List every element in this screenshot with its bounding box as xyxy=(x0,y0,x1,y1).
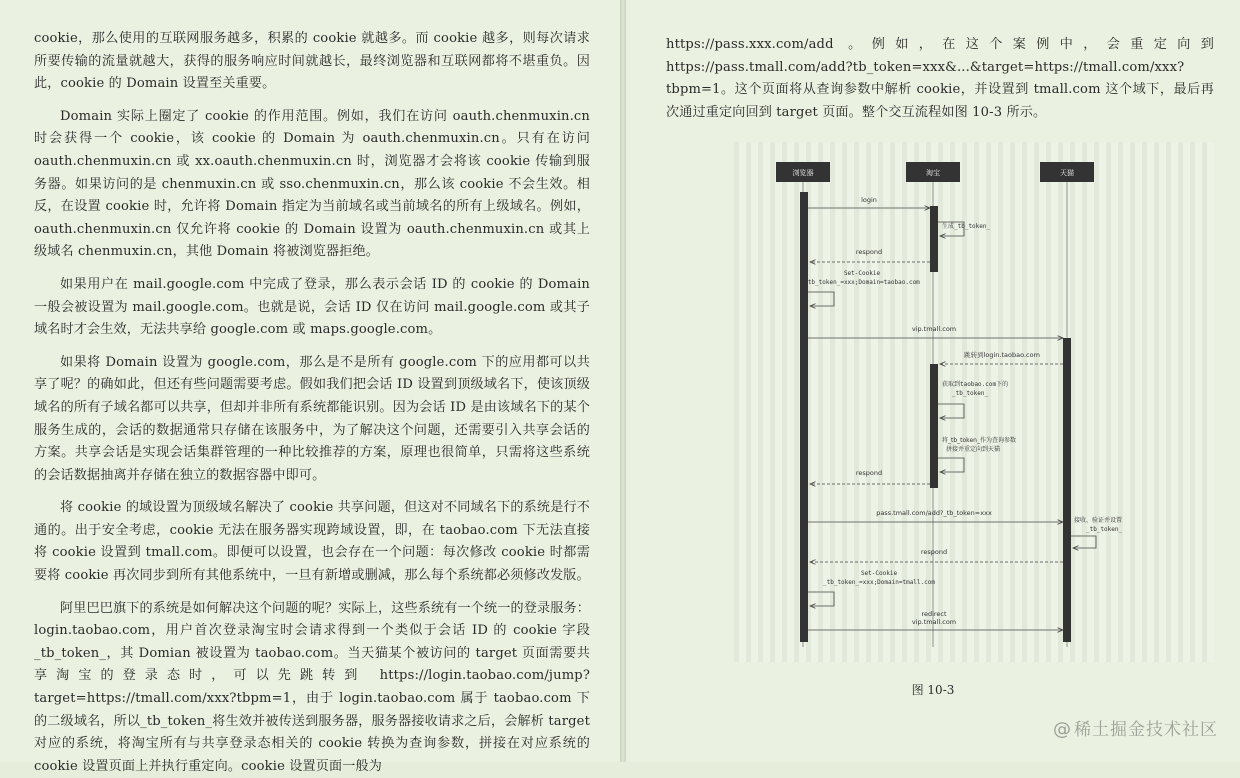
message-label: 跳转到login.taobao.com xyxy=(964,351,1040,359)
actor-label: 浏览器 xyxy=(792,169,814,177)
message-label: _tb_token_ xyxy=(1086,526,1123,533)
message-label: 生成_tb_token_ xyxy=(942,223,991,230)
message-label: _tb_token_=xxx;Domain=taobao.com xyxy=(804,279,920,286)
actor-label: 淘宝 xyxy=(926,169,940,177)
activation-bar xyxy=(1063,338,1071,642)
message-label: respond xyxy=(855,248,883,256)
message-label: pass.tmall.com/add?_tb_token=xxx xyxy=(876,509,992,517)
activation-bar xyxy=(930,364,938,488)
sequence-diagram xyxy=(734,142,1214,662)
activation-bar xyxy=(800,192,808,642)
message-label: _tb_token_ xyxy=(952,390,989,397)
message-label: redirect xyxy=(921,610,947,618)
watermark-text: 稀土掘金技术社区 xyxy=(1074,720,1218,740)
actor-label: 天猫 xyxy=(1060,169,1074,177)
message-label: _tb_token_=xxx;Domain=tmall.com xyxy=(823,579,935,586)
message-label: Set-Cookie xyxy=(843,270,881,277)
message-label: respond xyxy=(855,469,883,477)
paragraph: https://pass.xxx.com/add 。例如，在这个案例中，会重定向到 https://pass.tmall.com/add?tb_token=xxx&...&target=https://tmall.com/xxx?tbpm=1。这个页面将从查询参数中解析 cookie，并设置到 tmall.com 这个域下，最后再次通过重定向回到 target 页面。整个交互流程如图 10-3 所示。 xyxy=(666,37,1214,120)
message-label: respond xyxy=(920,548,948,556)
message-label: vip.tmall.com xyxy=(911,618,957,626)
message-label: login xyxy=(861,196,877,204)
message-label: Set-Cookie xyxy=(860,570,898,577)
message-label: vip.tmall.com xyxy=(911,325,957,333)
watermark xyxy=(1053,715,1218,740)
paragraph: Domain 实际上圈定了 cookie 的作用范围。例如，我们在访问 oauth.chenmuxin.cn 时会获得一个 cookie，该 cookie 的 Domain 为 oauth.chenmuxin.cn。只有在访问 oauth.chenmuxin.cn 或 xx.oauth.chenmuxin.cn 时，浏览器才会将该 cookie 传输到服务器。如果访问的是 chenmuxin.cn 或 sso.chenmuxin.cn，那么该 cookie 不会生效。相反，在设置 cookie 时，允许将 Domain 指定为当前域名或当前域名的所有上级域名。例如，oauth.chenmuxin.cn 仅允许将 cookie 的 Domain 设置为 oauth.chenmuxin.cn 或其上级域名 chenmuxin.cn，其他 Domain 将被浏览器拒绝。 xyxy=(34,108,590,260)
paragraph: 如果将 Domain 设置为 google.com，那么是不是所有 google.com 下的应用都可以共享了呢？的确如此，但还有些问题需要考虑。假如我们把会话 ID 设置到顶级域名下，使该顶级域名的所有子域名都可以共享，但却并非所有系统都能识别。因为会话 ID 是由该域名下的某个服务生成的，会话的数据通常只存储在该服务中，为了解决这个问题，还需要引入共享会话的方案。共享会话是实现会话集群管理的一种比较推荐的方案，原理也很简单，只需将这些系统的会话数据抽离并存储在独立的数据容器中即可。 xyxy=(34,354,590,483)
paragraph: 将 cookie 的域设置为顶级域名解决了 cookie 共享问题，但这对不同域名下的系统是行不通的。出于安全考虑，cookie 无法在服务器实现跨域设置，即，在 taobao.com 下无法直接将 cookie 设置到 tmall.com。即便可以设置，也会存在一个问题：每次修改 cookie 时都需要将 cookie 再次同步到所有其他系统中，一旦有新增或删减，那么每个系统都必须修改发版。 xyxy=(34,500,590,584)
sequence-diagram-svg xyxy=(734,142,1214,662)
message-label: 接收、验证并设置 xyxy=(1074,517,1123,524)
paragraph: 阿里巴巴旗下的系统是如何解决这个问题的呢？实际上，这些系统有一个统一的登录服务：login.taobao.com，用户首次登录淘宝时会请求得到一个类似于会话 ID 的 cookie 字段_tb_token_，其 Domian 被设置为 taobao.com。当天猫某个被访问的 target 页面需要共享淘宝的登录态时，可以先跳转到 https://login.taobao.com/jump?target=https://tmall.com/xxx?tbpm=1，由于 login.taobao.com 属于 taobao.com 下的二级域名，所以_tb_token_将生效并被传送到服务器，服务器接收请求之后，会解析 target 对应的系统，将淘宝所有与共享登录态相关的 cookie 转换为查询参数，拼接在对应系统的 cookie 设置页面上并执行重定向。cookie 设置页面一般为 xyxy=(34,600,590,774)
watermark-at: @ xyxy=(1053,719,1072,740)
figure-caption: 图 10-3 xyxy=(911,683,955,697)
message-label: 获取到taobao.com下的 xyxy=(942,381,1009,388)
activation-bar xyxy=(930,206,938,272)
left-page xyxy=(0,0,620,774)
paragraph: cookie，那么使用的互联网服务越多，积累的 cookie 就越多。而 cookie 越多，则每次请求所要传输的流量就越大，获得的服务响应时间就越长，最终浏览器和互联网都将不堪重负。因此，cookie 的 Domain 设置至关重要。 xyxy=(34,31,590,92)
paragraph: 如果用户在 mail.google.com 中完成了登录，那么表示会话 ID 的 cookie 的 Domain 一般会被设置为 mail.google.com。也就是说，会话 ID 仅在访问 mail.google.com 或其子域名时才会生效，无法共享给 google.com 或 maps.google.com。 xyxy=(34,276,590,338)
message-label: 将_tb_token_作为查询参数 xyxy=(942,437,1016,444)
message-label: 拼接并重定向到天猫 xyxy=(946,446,1001,453)
